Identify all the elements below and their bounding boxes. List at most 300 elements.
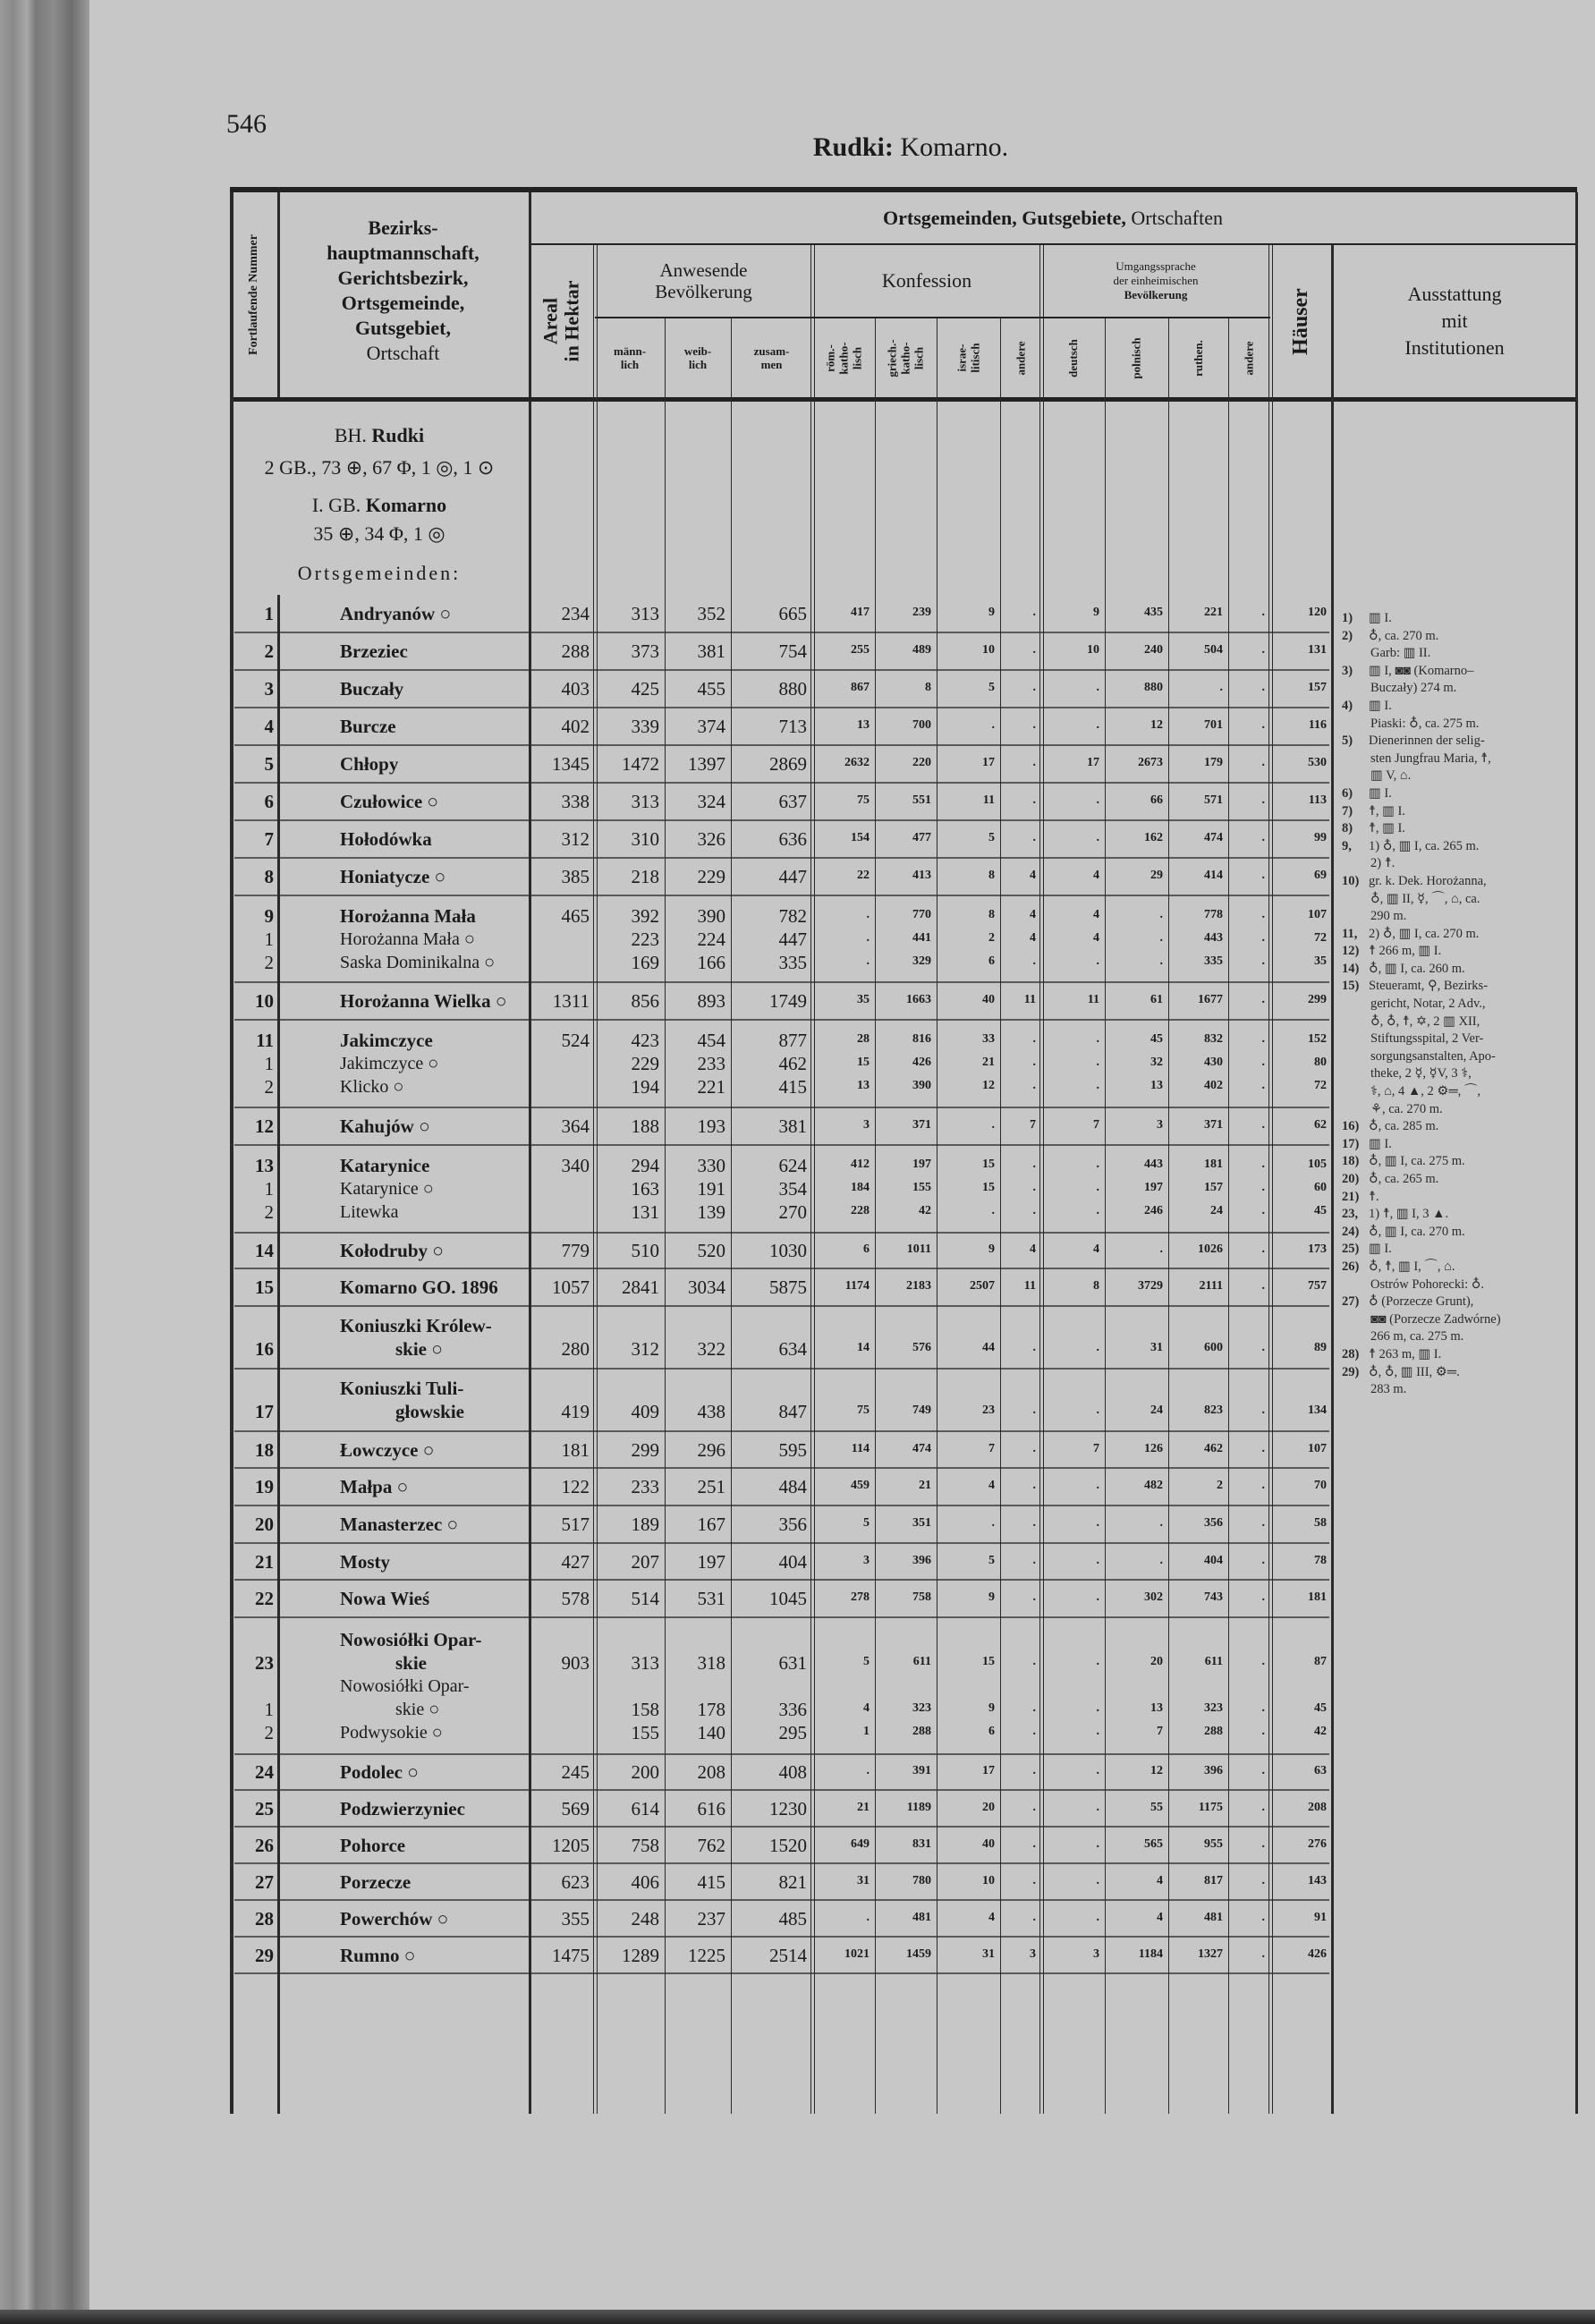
row-number: 15 bbox=[255, 1277, 274, 1298]
commune-entry bbox=[230, 1475, 1332, 1498]
areal-cell: 623 bbox=[561, 1870, 590, 1893]
section-heading: Ortsgemeinden: bbox=[297, 562, 462, 584]
female-cell: 318 bbox=[697, 1651, 725, 1674]
table-row bbox=[230, 895, 1332, 982]
roman-catholic-cell: . bbox=[866, 930, 870, 945]
israelite-cell: 12 bbox=[982, 1079, 995, 1092]
note-text: ☨, ▥ I. bbox=[1369, 821, 1405, 836]
female-cell: 374 bbox=[697, 716, 725, 737]
header-institutions-line: Ausstattung bbox=[1407, 283, 1502, 305]
german-cell: . bbox=[1096, 1032, 1099, 1046]
confession-other-cell: . bbox=[1032, 1764, 1036, 1777]
greek-catholic-cell: 1459 bbox=[906, 1947, 931, 1961]
female-cell: 1225 bbox=[688, 1944, 725, 1966]
confession-other-cell: . bbox=[1032, 831, 1036, 844]
note-number: 26) bbox=[1342, 1259, 1360, 1274]
israelite-cell: 9 bbox=[988, 1243, 995, 1256]
note-line bbox=[1342, 1136, 1574, 1154]
row-number: 16 bbox=[255, 1338, 274, 1360]
header-isr-line: litisch bbox=[968, 343, 982, 373]
confession-other-cell: . bbox=[1032, 1654, 1036, 1668]
roman-catholic-cell: 1021 bbox=[844, 1947, 870, 1961]
total-cell: 821 bbox=[778, 1870, 807, 1893]
israelite-cell: 4 bbox=[988, 1910, 995, 1924]
court-summary: 35 ⊕, 34 Φ, 1 ◎ bbox=[313, 522, 445, 545]
language-other-cell: . bbox=[1261, 793, 1265, 807]
locality-name: Pohorce bbox=[340, 1834, 406, 1856]
areal-cell: 1475 bbox=[552, 1944, 590, 1966]
areal-cell: 465 bbox=[561, 904, 590, 927]
houses-cell: 58 bbox=[1314, 1516, 1327, 1530]
german-cell: . bbox=[1096, 1341, 1099, 1354]
israelite-cell: 9 bbox=[988, 606, 995, 619]
german-cell: 9 bbox=[1093, 606, 1099, 619]
houses-cell: 87 bbox=[1314, 1654, 1327, 1668]
language-other-cell: . bbox=[1261, 1590, 1265, 1604]
areal-cell: 355 bbox=[561, 1907, 590, 1930]
locality-name: Horożanna Mała bbox=[340, 904, 476, 927]
header-areal bbox=[529, 245, 595, 397]
locality-name: Saska Dominikalna ○ bbox=[340, 952, 496, 972]
roman-catholic-cell: 459 bbox=[851, 1479, 870, 1492]
table-row bbox=[230, 1754, 1332, 1790]
table-row bbox=[230, 670, 1332, 708]
greek-catholic-cell: 780 bbox=[912, 1873, 931, 1887]
ruthenian-cell: 1175 bbox=[1198, 1800, 1223, 1814]
german-cell: . bbox=[1096, 1056, 1099, 1069]
ruthenian-cell: 221 bbox=[1204, 606, 1223, 619]
note-text: 2) ☨. bbox=[1370, 856, 1396, 871]
israelite-cell: 5 bbox=[988, 1553, 995, 1567]
areal-cell: 385 bbox=[561, 866, 590, 887]
table-row bbox=[230, 1020, 1332, 1107]
note-line bbox=[1342, 1241, 1574, 1259]
total-cell: 485 bbox=[778, 1907, 807, 1930]
houses-cell: 757 bbox=[1308, 1279, 1327, 1293]
confession-other-cell: 4 bbox=[1030, 1243, 1036, 1256]
polish-cell: 61 bbox=[1150, 993, 1163, 1006]
table-row bbox=[230, 1617, 1332, 1754]
polish-cell: 7 bbox=[1157, 1724, 1163, 1738]
language-other-cell: . bbox=[1261, 1118, 1265, 1132]
language-other-cell: . bbox=[1261, 1724, 1265, 1738]
israelite-cell: 40 bbox=[982, 1836, 995, 1851]
israelite-cell: 8 bbox=[988, 869, 995, 882]
note-text: Buczały) 274 m. bbox=[1370, 681, 1457, 696]
row-number: 23 bbox=[255, 1651, 274, 1674]
language-other-cell: . bbox=[1261, 1800, 1265, 1814]
female-cell: 229 bbox=[697, 866, 725, 887]
israelite-cell: 31 bbox=[982, 1947, 995, 1961]
female-cell: 221 bbox=[697, 1076, 725, 1098]
locality-name: Chłopy bbox=[340, 753, 399, 775]
language-other-cell: . bbox=[1261, 1079, 1265, 1092]
polish-cell: 45 bbox=[1150, 1032, 1163, 1046]
male-cell: 406 bbox=[631, 1870, 659, 1893]
israelite-cell: 11 bbox=[982, 793, 995, 807]
note-text: ♁, ♁, ☨, ✡, 2 ▥ XII, bbox=[1370, 1014, 1480, 1029]
column-rule bbox=[1331, 245, 1334, 2114]
header-name-line: Bezirks- bbox=[368, 216, 438, 239]
locality-name: Kołodruby ○ bbox=[340, 1240, 444, 1261]
header-conf-other-label: andere bbox=[1014, 340, 1028, 376]
areal-cell: 427 bbox=[561, 1550, 590, 1573]
areal-cell: 517 bbox=[561, 1514, 590, 1535]
row-number: 2 bbox=[264, 1076, 274, 1098]
confession-other-cell: . bbox=[1032, 1800, 1036, 1814]
locality-name: Litewka bbox=[340, 1202, 399, 1222]
roman-catholic-cell: 13 bbox=[857, 718, 870, 732]
confession-other-cell: . bbox=[1032, 718, 1036, 732]
header-ruthenian-label: ruthen. bbox=[1192, 339, 1205, 377]
roman-catholic-cell: 1 bbox=[863, 1724, 870, 1738]
houses-cell: 78 bbox=[1314, 1553, 1327, 1567]
note-number: 1) bbox=[1342, 611, 1353, 625]
header-polish-label: polnisch bbox=[1130, 336, 1143, 379]
table-row bbox=[230, 745, 1332, 783]
total-cell: 595 bbox=[778, 1438, 807, 1461]
note-line bbox=[1342, 628, 1574, 646]
note-number: 14) bbox=[1342, 961, 1360, 976]
header-name-line: hauptmannschaft, bbox=[327, 242, 479, 264]
locality-entry bbox=[230, 1052, 1332, 1075]
german-cell: 3 bbox=[1093, 1947, 1099, 1961]
total-cell: 713 bbox=[778, 716, 807, 737]
header-lang-other-label: andere bbox=[1242, 340, 1256, 376]
commune-entry bbox=[230, 1870, 1332, 1894]
areal-cell: 338 bbox=[561, 791, 590, 812]
note-line bbox=[1342, 1381, 1574, 1399]
header-nr-label: Fortlaufende Nummer bbox=[247, 234, 261, 355]
note-line bbox=[1342, 1311, 1574, 1329]
language-other-cell: . bbox=[1261, 718, 1265, 732]
locality-name: Horożanna Wielka ○ bbox=[340, 990, 507, 1012]
header-houses-label: Häuser bbox=[1289, 287, 1313, 355]
ruthenian-cell: 2 bbox=[1217, 1479, 1223, 1492]
note-number: 25) bbox=[1342, 1242, 1360, 1257]
total-cell: 447 bbox=[778, 866, 807, 887]
roman-catholic-cell: 412 bbox=[851, 1158, 870, 1171]
note-number: 23, bbox=[1342, 1207, 1359, 1222]
row-number: 12 bbox=[255, 1115, 274, 1137]
language-other-cell: . bbox=[1261, 907, 1265, 921]
ruthenian-cell: 955 bbox=[1204, 1836, 1223, 1851]
polish-cell: 162 bbox=[1144, 831, 1163, 844]
table-row bbox=[230, 708, 1332, 745]
israelite-cell: 15 bbox=[982, 1181, 995, 1194]
female-cell: 322 bbox=[697, 1338, 725, 1360]
german-cell: . bbox=[1096, 793, 1099, 807]
houses-cell: 72 bbox=[1314, 1079, 1327, 1092]
row-number: 14 bbox=[255, 1240, 274, 1261]
note-text: ▥ V, ⌂. bbox=[1370, 768, 1412, 784]
greek-catholic-cell: 611 bbox=[912, 1654, 931, 1668]
header-gk-line: griech.- bbox=[885, 338, 899, 377]
houses-cell: 99 bbox=[1314, 831, 1327, 844]
greek-catholic-cell: 758 bbox=[912, 1590, 931, 1604]
column-rule bbox=[1575, 192, 1578, 2114]
column-rule bbox=[597, 245, 598, 2114]
female-cell: 251 bbox=[697, 1476, 725, 1497]
header-female bbox=[665, 318, 731, 397]
german-cell: 7 bbox=[1093, 1441, 1099, 1455]
note-text: sten Jungfrau Maria, ☨, bbox=[1370, 751, 1491, 766]
row-number: 19 bbox=[255, 1476, 274, 1497]
ruthenian-cell: 396 bbox=[1204, 1764, 1223, 1777]
male-cell: 189 bbox=[631, 1514, 659, 1535]
areal-cell: 569 bbox=[561, 1797, 590, 1819]
female-cell: 140 bbox=[697, 1721, 725, 1743]
header-houses bbox=[1270, 245, 1332, 397]
commune-entry bbox=[230, 1314, 1332, 1361]
language-other-cell: . bbox=[1261, 1479, 1265, 1492]
row-number: 2 bbox=[264, 1721, 274, 1743]
areal-cell: 288 bbox=[561, 640, 590, 662]
table-row bbox=[230, 1431, 1332, 1468]
german-cell: . bbox=[1096, 1836, 1099, 1851]
header-german bbox=[1041, 318, 1105, 397]
row-number: 24 bbox=[255, 1761, 274, 1783]
confession-other-cell: 4 bbox=[1030, 930, 1036, 945]
header-group-title bbox=[529, 192, 1577, 243]
total-cell: 665 bbox=[778, 603, 807, 624]
ruthenian-cell: 474 bbox=[1204, 831, 1223, 844]
language-other-cell: . bbox=[1261, 1654, 1265, 1668]
row-number: 17 bbox=[255, 1401, 274, 1422]
roman-catholic-cell: 6 bbox=[863, 1243, 870, 1256]
commune-entry bbox=[230, 1377, 1332, 1423]
locality-name: Katarynice ○ bbox=[340, 1179, 434, 1199]
male-cell: 373 bbox=[631, 640, 659, 662]
note-line bbox=[1342, 961, 1574, 979]
note-number: 16) bbox=[1342, 1119, 1360, 1134]
ruthenian-cell: 701 bbox=[1204, 718, 1223, 732]
greek-catholic-cell: 391 bbox=[912, 1764, 931, 1777]
greek-catholic-cell: 371 bbox=[912, 1118, 931, 1132]
polish-cell: . bbox=[1159, 907, 1163, 921]
israelite-cell: . bbox=[991, 718, 995, 732]
german-cell: . bbox=[1096, 1724, 1099, 1738]
greek-catholic-cell: 390 bbox=[912, 1079, 931, 1092]
polish-cell: 4 bbox=[1157, 1910, 1163, 1924]
row-number: 29 bbox=[255, 1944, 274, 1966]
note-text: 266 m, ca. 275 m. bbox=[1370, 1329, 1464, 1344]
column-rule bbox=[277, 192, 280, 397]
table-row bbox=[230, 1145, 1332, 1233]
polish-cell: . bbox=[1159, 1243, 1163, 1256]
locality-entry bbox=[230, 1075, 1332, 1098]
column-rule bbox=[1228, 318, 1229, 2114]
ruthenian-cell: 371 bbox=[1204, 1118, 1223, 1132]
column-rule bbox=[731, 318, 732, 2114]
greek-catholic-cell: 42 bbox=[919, 1204, 931, 1217]
language-other-cell: . bbox=[1261, 1910, 1265, 1924]
note-text: ▥ I. bbox=[1369, 1242, 1392, 1257]
locality-name: Hołodówka bbox=[340, 828, 432, 850]
language-other-cell: . bbox=[1261, 954, 1265, 968]
ruthenian-cell: 157 bbox=[1204, 1181, 1223, 1194]
locality-name: Porzecze bbox=[340, 1870, 411, 1893]
header-male-line: männ- bbox=[613, 344, 647, 358]
male-cell: 233 bbox=[631, 1476, 659, 1497]
greek-catholic-cell: 700 bbox=[912, 718, 931, 732]
roman-catholic-cell: . bbox=[866, 907, 870, 921]
header-confession-other bbox=[1000, 318, 1041, 397]
commune-entry bbox=[230, 790, 1332, 813]
ruthenian-cell: 778 bbox=[1204, 907, 1223, 921]
female-cell: 139 bbox=[697, 1201, 725, 1223]
female-cell: 233 bbox=[697, 1053, 725, 1074]
language-other-cell: . bbox=[1261, 1836, 1265, 1851]
male-cell: 313 bbox=[631, 1651, 659, 1674]
header-total bbox=[731, 318, 812, 397]
female-cell: 455 bbox=[697, 678, 725, 700]
polish-cell: 197 bbox=[1144, 1181, 1163, 1194]
note-line bbox=[1342, 1206, 1574, 1224]
female-cell: 197 bbox=[697, 1550, 725, 1573]
locality-entry bbox=[230, 1177, 1332, 1200]
greek-catholic-cell: 551 bbox=[912, 793, 931, 807]
row-number: 28 bbox=[255, 1907, 274, 1930]
german-cell: . bbox=[1096, 1910, 1099, 1924]
ruthenian-cell: 443 bbox=[1204, 930, 1223, 945]
roman-catholic-cell: 31 bbox=[857, 1873, 870, 1887]
polish-cell: 565 bbox=[1144, 1836, 1163, 1851]
polish-cell: 31 bbox=[1150, 1341, 1163, 1354]
male-cell: 207 bbox=[631, 1550, 659, 1573]
table-row bbox=[230, 1863, 1332, 1900]
polish-cell: . bbox=[1159, 1516, 1163, 1530]
houses-cell: 530 bbox=[1308, 756, 1327, 769]
israelite-cell: 10 bbox=[982, 1873, 995, 1887]
table-row bbox=[230, 1543, 1332, 1580]
houses-cell: 181 bbox=[1308, 1590, 1327, 1604]
note-number: 4) bbox=[1342, 698, 1353, 713]
israelite-cell: 8 bbox=[988, 907, 995, 921]
row-number: 8 bbox=[264, 866, 274, 887]
column-rule bbox=[593, 245, 594, 2114]
commune-entry bbox=[230, 1550, 1332, 1573]
confession-other-cell: . bbox=[1032, 1181, 1036, 1194]
polish-cell: . bbox=[1159, 1553, 1163, 1567]
locality-name: Podzwierzyniec bbox=[340, 1797, 465, 1819]
roman-catholic-cell: . bbox=[866, 954, 870, 968]
female-cell: 438 bbox=[697, 1401, 725, 1422]
german-cell: 4 bbox=[1093, 907, 1099, 921]
roman-catholic-cell: 21 bbox=[857, 1800, 870, 1814]
roman-catholic-cell: 5 bbox=[863, 1516, 870, 1530]
language-other-cell: . bbox=[1261, 1341, 1265, 1354]
german-cell: . bbox=[1096, 1079, 1099, 1092]
note-line bbox=[1342, 610, 1574, 628]
locality-entry bbox=[230, 1675, 1332, 1721]
locality-name: Jakimczyce bbox=[340, 1030, 433, 1051]
areal-cell: 245 bbox=[561, 1761, 590, 1783]
note-text: Garb: ▥ II. bbox=[1370, 646, 1431, 661]
german-cell: . bbox=[1096, 1800, 1099, 1814]
israelite-cell: 6 bbox=[988, 1724, 995, 1738]
confession-other-cell: . bbox=[1032, 606, 1036, 619]
houses-cell: 107 bbox=[1308, 1441, 1327, 1455]
header-israelite bbox=[937, 318, 1000, 397]
header-german-label: deutsch bbox=[1066, 338, 1080, 377]
polish-cell: 29 bbox=[1150, 869, 1163, 882]
column-rule bbox=[277, 595, 280, 2114]
column-rule bbox=[1105, 318, 1106, 2114]
language-other-cell: . bbox=[1261, 1056, 1265, 1069]
header-population-line: Bevölkerung bbox=[655, 281, 752, 302]
male-cell: 514 bbox=[631, 1588, 659, 1609]
court-name: Komarno bbox=[365, 494, 447, 516]
german-cell: . bbox=[1096, 1158, 1099, 1171]
column-rule bbox=[1039, 245, 1040, 2114]
note-line bbox=[1342, 1083, 1574, 1101]
commune-entry bbox=[230, 1438, 1332, 1462]
polish-cell: 12 bbox=[1150, 1764, 1163, 1777]
locality-name: Nowosiółki Opar- skie ○ bbox=[340, 1675, 470, 1719]
ruthenian-cell: 823 bbox=[1204, 1404, 1223, 1417]
roman-catholic-cell: 75 bbox=[857, 793, 870, 807]
polish-cell: 246 bbox=[1144, 1204, 1163, 1217]
male-cell: 1472 bbox=[622, 753, 659, 775]
note-text: ☨ 263 m, ▥ I. bbox=[1369, 1346, 1442, 1361]
row-number: 21 bbox=[255, 1550, 274, 1573]
confession-other-cell: . bbox=[1032, 1341, 1036, 1354]
areal-cell: 312 bbox=[561, 828, 590, 850]
houses-cell: 116 bbox=[1308, 718, 1327, 732]
german-cell: . bbox=[1096, 1701, 1099, 1715]
female-cell: 454 bbox=[697, 1030, 725, 1051]
column-rule bbox=[814, 245, 815, 2114]
greek-catholic-cell: 2183 bbox=[906, 1279, 931, 1293]
total-cell: 335 bbox=[778, 951, 807, 973]
greek-catholic-cell: 288 bbox=[912, 1724, 931, 1738]
female-cell: 191 bbox=[697, 1178, 725, 1200]
header-polish bbox=[1105, 318, 1168, 397]
row-number: 26 bbox=[255, 1834, 274, 1856]
polish-cell: 126 bbox=[1144, 1441, 1163, 1455]
israelite-cell: 17 bbox=[982, 1764, 995, 1777]
israelite-cell: 15 bbox=[982, 1654, 995, 1668]
roman-catholic-cell: 13 bbox=[857, 1079, 870, 1092]
table-row bbox=[230, 1580, 1332, 1617]
note-text: ♁, ▥ I, ca. 270 m. bbox=[1369, 1224, 1465, 1239]
ruthenian-cell: 462 bbox=[1204, 1441, 1223, 1455]
total-cell: 631 bbox=[778, 1651, 807, 1674]
locality-name: Burcze bbox=[340, 716, 396, 737]
total-cell: 880 bbox=[778, 678, 807, 700]
note-text: ♁, ▥ II, ☿, ⌒, ⌂, ca. bbox=[1370, 891, 1480, 906]
female-cell: 178 bbox=[697, 1698, 725, 1720]
israelite-cell: 33 bbox=[982, 1032, 995, 1046]
roman-catholic-cell: 417 bbox=[851, 606, 870, 619]
roman-catholic-cell: . bbox=[866, 1764, 870, 1777]
greek-catholic-cell: 831 bbox=[912, 1836, 931, 1851]
language-other-cell: . bbox=[1261, 1764, 1265, 1777]
ruthenian-cell: 571 bbox=[1204, 793, 1223, 807]
table-row bbox=[230, 820, 1332, 858]
row-number: 1 bbox=[264, 1698, 274, 1720]
note-text: ♁ (Porzecze Grunt), bbox=[1369, 1294, 1474, 1310]
confession-other-cell: 4 bbox=[1030, 869, 1036, 882]
note-line bbox=[1342, 785, 1574, 803]
note-line bbox=[1342, 698, 1574, 716]
total-cell: 1749 bbox=[769, 990, 807, 1012]
israelite-cell: 2 bbox=[988, 930, 995, 945]
houses-cell: 69 bbox=[1314, 869, 1327, 882]
row-number: 1 bbox=[264, 928, 274, 950]
greek-catholic-cell: 323 bbox=[912, 1701, 931, 1715]
